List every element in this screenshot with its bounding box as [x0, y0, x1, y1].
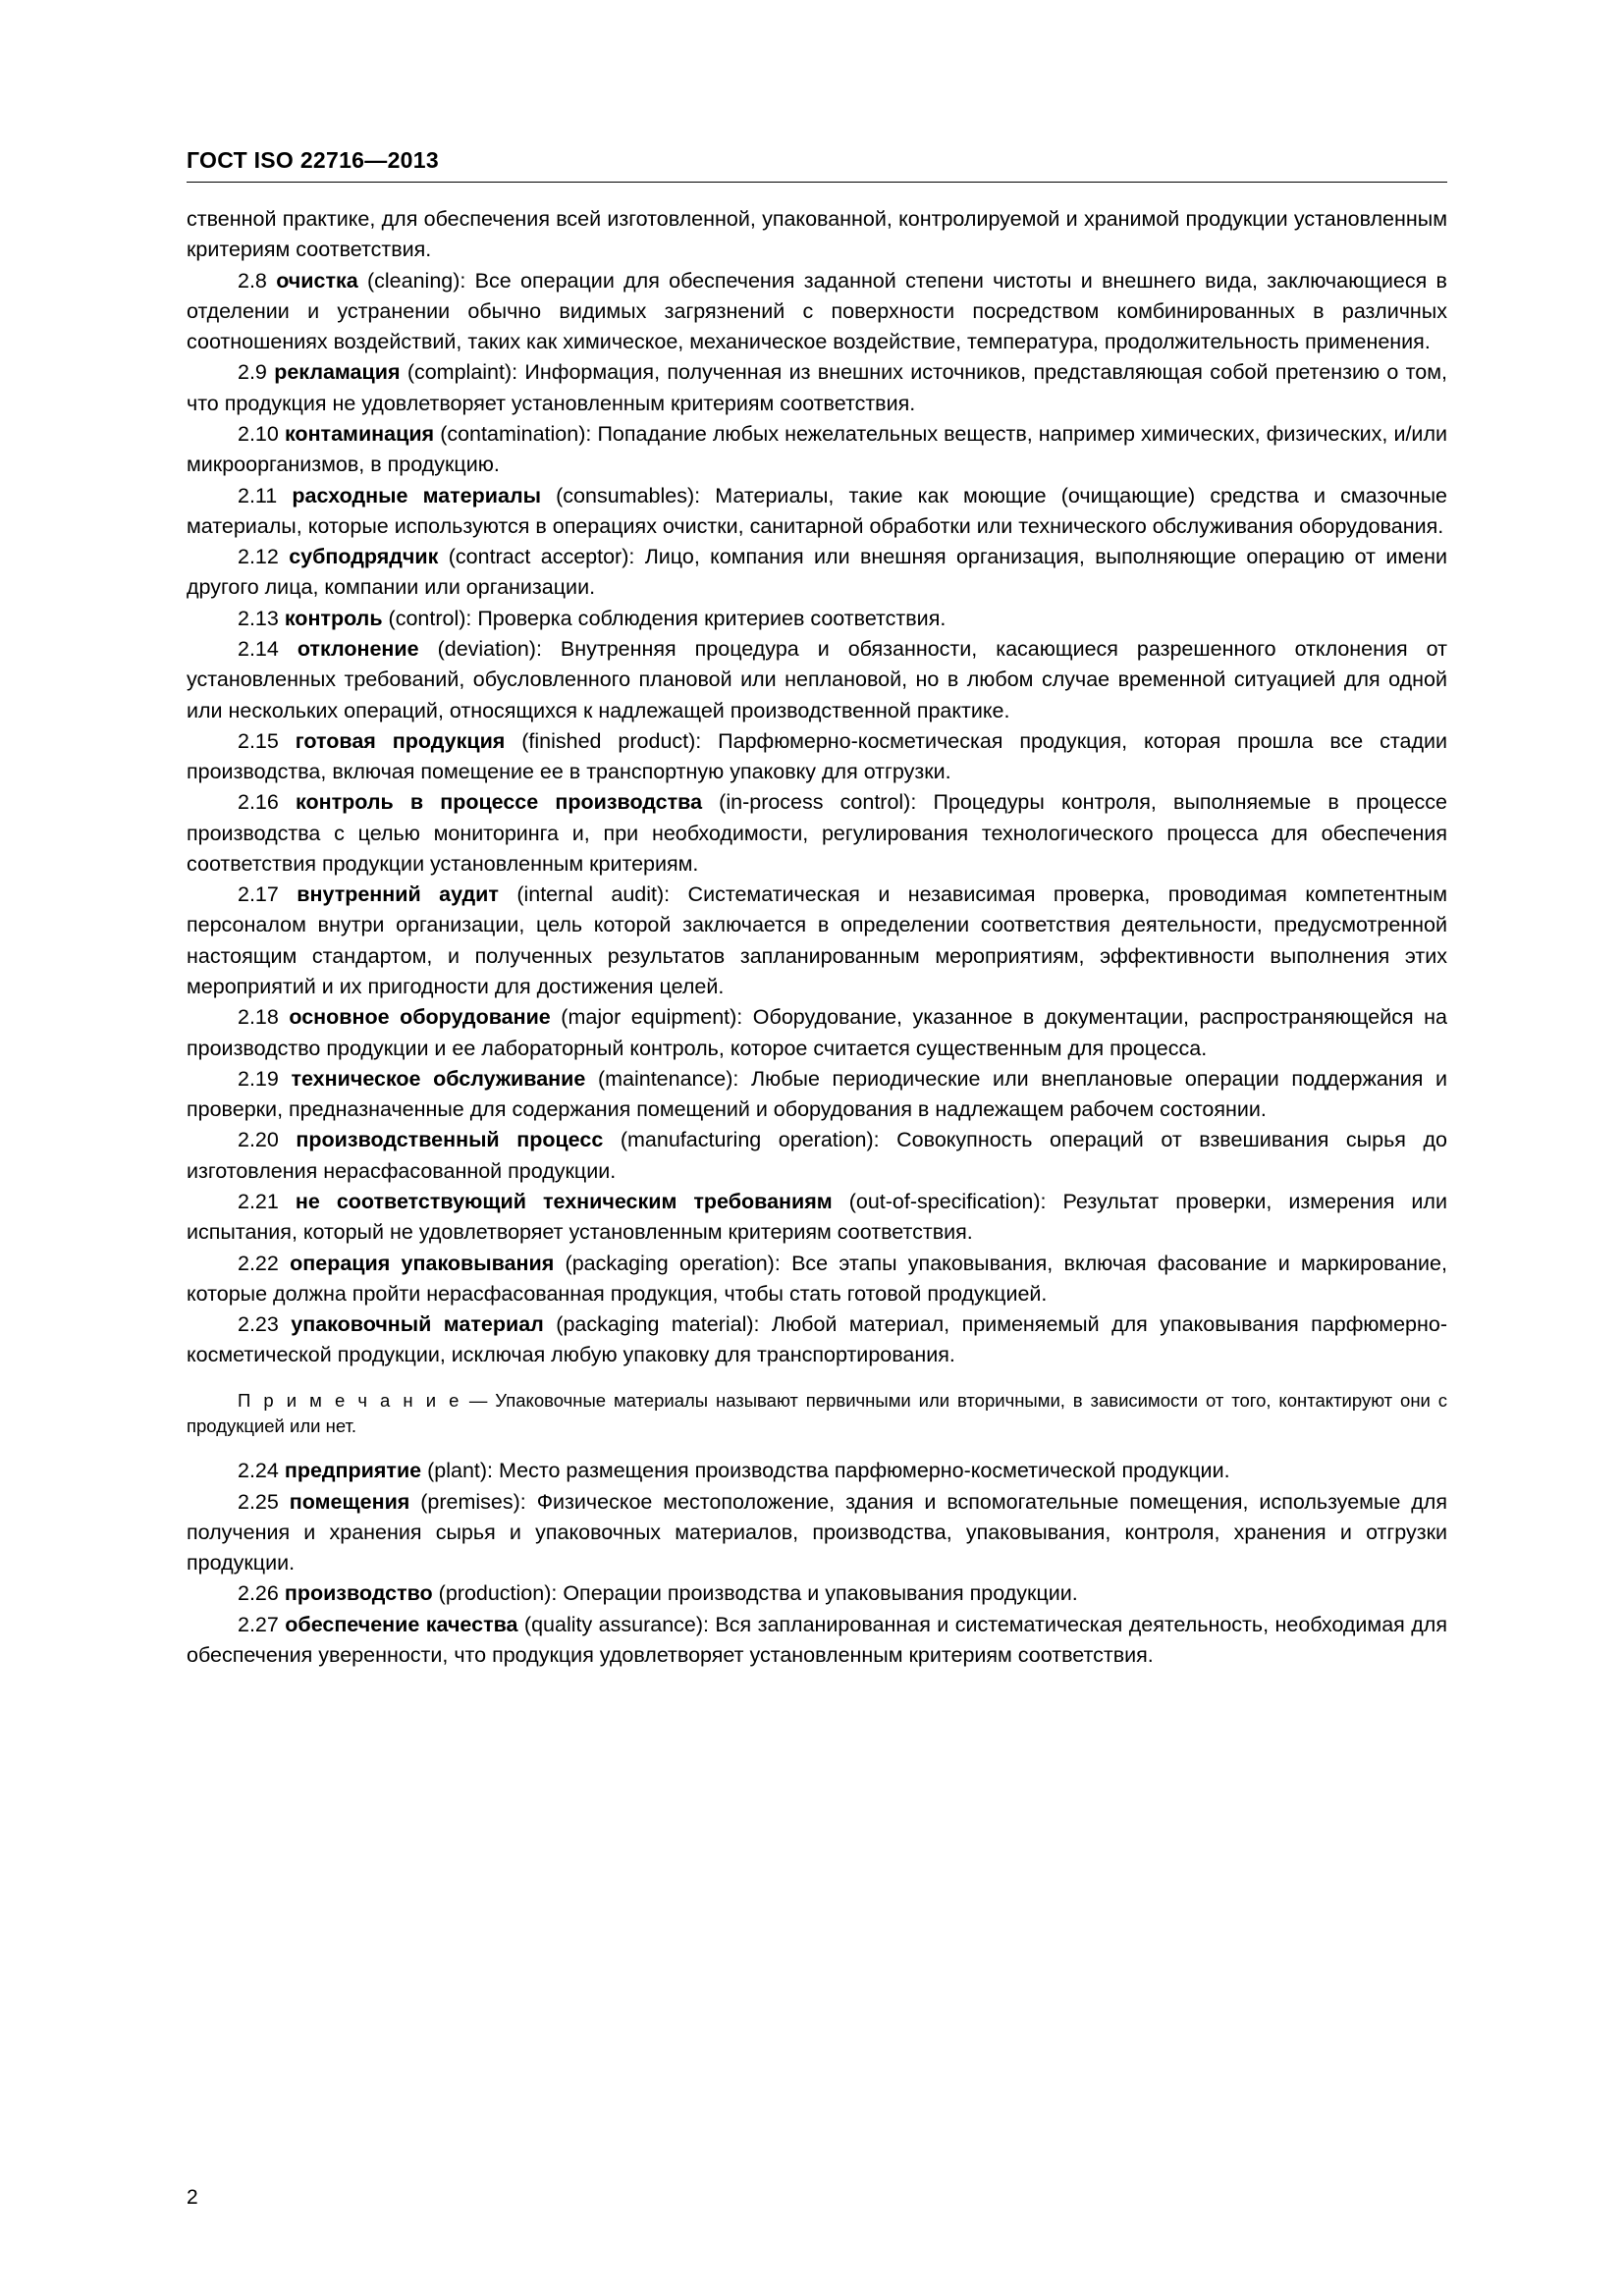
note-label: П р и м е ч а н и е [238, 1389, 462, 1411]
paragraph-block-before-note [187, 204, 1447, 1371]
definition-term: контроль в процессе производства [295, 790, 703, 815]
definition-text: (internal audit): Систематическая и независимая проверка, проводимая компетентным персоналом внутри организации, цель которой заключается в определении соответствия деятельности, предусмотренной настоящим стандартом, и полученных результатов запланированным мероприятиям, эффективности выполнения этих мероприятий и их пригодности для достижения целей. [187, 882, 1447, 999]
definition-number: 2.15 [238, 728, 296, 753]
definition-paragraph [187, 880, 1447, 1002]
definition-paragraph [187, 542, 1447, 604]
definition-number: 2.25 [238, 1489, 290, 1514]
definition-text: (plant): Место размещения производства парфюмерно-косметической продукции. [421, 1459, 1230, 1483]
definition-number: 2.20 [238, 1128, 297, 1152]
definition-paragraph [187, 634, 1447, 726]
definition-paragraph [187, 419, 1447, 481]
definition-number: 2.11 [238, 483, 293, 507]
definition-text: (packaging material): Любой материал, применяемый для упаковывания парфюмерно-косметической продукции, исключая любую упаковку для транспортирования. [187, 1312, 1447, 1367]
definition-number: 2.23 [238, 1312, 292, 1337]
definition-term: контаминация [284, 421, 435, 446]
definition-text: (complaint): Информация, полученная из внешних источников, представляющая собой претензию о том, что продукция не удовлетворяет установленным критериям соответствия. [187, 360, 1447, 415]
definition-text: (maintenance): Любые периодические или внеплановые операции поддержания и проверки, предназначенные для содержания помещений и оборудования в надлежащем рабочем состоянии. [187, 1066, 1447, 1122]
definition-term: помещения [289, 1489, 410, 1514]
definition-paragraph [187, 266, 1447, 358]
definition-paragraph [187, 481, 1447, 543]
definition-term: не соответствующий техническим требованиям [295, 1190, 833, 1213]
definition-text: (in-process control): Процедуры контроля, выполняемые в процессе производства с целью мониторинга и, при необходимости, регулирования технологического процесса для обеспечения соответствия продукции установленным критериям. [187, 790, 1447, 876]
definition-term: готовая продукция [295, 728, 506, 753]
definition-paragraph [187, 726, 1447, 788]
definition-paragraph [187, 1578, 1447, 1609]
definition-term: предприятие [284, 1459, 422, 1483]
definition-text: (control): Проверка соблюдения критериев соответствия. [382, 606, 947, 630]
definition-term: внутренний аудит [297, 882, 499, 907]
definition-text: (consumables): Материалы, такие как моющие (очищающие) средства и смазочные материалы, которые используются в операциях очистки, санитарной обработки или технического обслуживания оборудования. [187, 483, 1447, 538]
definition-text: (out-of-specification): Результат проверки, измерения или испытания, который не удовлетворяет установленным критериям соответствия. [187, 1190, 1447, 1245]
definition-number: 2.14 [238, 636, 298, 661]
definition-paragraph [187, 1487, 1447, 1579]
definition-text: (deviation): Внутренняя процедура и обязанности, касающиеся разрешенного отклонения от установленных требований, обусловленного плановой или неплановой, но в любом случае временной ситуацией для одной или нескольких операций, относящихся к надлежащей производственной практике. [187, 636, 1447, 722]
definition-text: (contract acceptor): Лицо, компания или внешняя организация, выполняющие операцию от имени другого лица, компании или организации. [187, 545, 1447, 600]
definition-text: (packaging operation): Все этапы упаковывания, включая фасование и маркирование, которые должна пройти нерасфасованная продукция, чтобы стать готовой продукцией. [187, 1251, 1447, 1306]
note-text: Упаковочные материалы называют первичными или вторичными, в зависимости от того, контактируют они с продукцией или нет. [187, 1389, 1447, 1436]
definition-number: 2.16 [238, 790, 296, 815]
definition-number: 2.24 [238, 1459, 285, 1483]
definition-term: основное оборудование [289, 1005, 551, 1030]
definition-term: очистка [276, 268, 358, 293]
definition-text: (quality assurance): Вся запланированная и систематическая деятельность, необходимая для обеспечения уверенности, что продукция удовлетворяет установленным критериям соответствия. [187, 1612, 1447, 1667]
definition-number: 2.27 [238, 1612, 286, 1636]
definition-term: обеспечение качества [285, 1612, 518, 1636]
paragraph-block-after-note [187, 1456, 1447, 1671]
definition-number: 2.18 [238, 1005, 290, 1030]
definition-text: (manufacturing operation): Совокупность операций от взвешивания сырья до изготовления нерасфасованной продукции. [187, 1128, 1448, 1183]
definition-paragraph [187, 1249, 1447, 1310]
definition-text: (premises): Физическое местоположение, здания и вспомогательные помещения, используемые для получения и хранения сырья и упаковочных материалов, производства, упаковывания, контроля, хранения и отгрузки продукции. [187, 1489, 1447, 1575]
definition-term: упаковочный материал [291, 1312, 544, 1337]
definition-paragraph [187, 357, 1447, 419]
definition-term: техническое обслуживание [291, 1066, 586, 1091]
definition-term: производство [284, 1581, 433, 1606]
definition-text: (finished product): Парфюмерно-косметическая продукция, которая прошла все стадии производства, включая помещение ее в транспортную упаковку для отгрузки. [187, 728, 1448, 784]
definition-number: 2.9 [238, 360, 275, 385]
definition-paragraph [187, 1002, 1447, 1064]
definition-number: 2.8 [238, 268, 277, 293]
definition-number: 2.10 [238, 421, 285, 446]
definition-text: (production): Операции производства и упаковывания продукции. [432, 1581, 1078, 1606]
definition-paragraph [187, 1064, 1447, 1126]
definition-term: расходные материалы [292, 483, 541, 507]
definition-paragraph [187, 1456, 1447, 1486]
page-header: ГОСТ ISO 22716—2013 [187, 147, 439, 173]
definition-number: 2.19 [238, 1066, 292, 1091]
definition-number: 2.21 [238, 1190, 296, 1213]
document-body [187, 204, 1447, 1671]
definition-term: операция упаковывания [290, 1251, 555, 1275]
definition-number: 2.13 [238, 606, 285, 630]
definition-paragraph [187, 1610, 1447, 1672]
definition-paragraph [187, 604, 1447, 634]
definition-text: (cleaning): Все операции для обеспечения заданной степени чистоты и внешнего вида, заключающиеся в отделении и устранении обычно видимых загрязнений с поверхности посредством комбинированных в различных соотношениях воздействий, таких как химическое, механическое воздействие, температура, продолжительность применения. [187, 268, 1447, 354]
definition-paragraph [187, 1125, 1447, 1187]
note-paragraph [187, 1388, 1447, 1440]
definition-paragraph [187, 787, 1447, 880]
definition-number: 2.12 [238, 545, 290, 569]
definition-term: производственный процесс [296, 1128, 604, 1152]
continuation-paragraph: ственной практике, для обеспечения всей изготовленной, упакованной, контролируемой и хранимой продукции установленным критериям соответствия. [187, 207, 1447, 262]
definition-paragraph [187, 1187, 1447, 1249]
definition-paragraph [187, 1309, 1447, 1371]
definition-term: рекламация [274, 360, 401, 385]
definition-number: 2.22 [238, 1251, 291, 1275]
definition-text: (contamination): Попадание любых нежелательных веществ, например химических, физических, и/или микроорганизмов, в продукцию. [187, 421, 1447, 477]
definition-term: контроль [284, 606, 383, 630]
definition-text: (major equipment): Оборудование, указанное в документации, распространяющейся на производство продукции и ее лабораторный контроль, которое считается существенным для процесса. [187, 1005, 1448, 1060]
definition-term: отклонение [297, 636, 419, 661]
header-divider [187, 182, 1447, 183]
definition-number: 2.26 [238, 1581, 285, 1606]
definition-term: субподрядчик [289, 545, 439, 569]
definition-number: 2.17 [238, 882, 298, 907]
page-number: 2 [187, 2186, 198, 2209]
note-dash: — [461, 1389, 496, 1411]
